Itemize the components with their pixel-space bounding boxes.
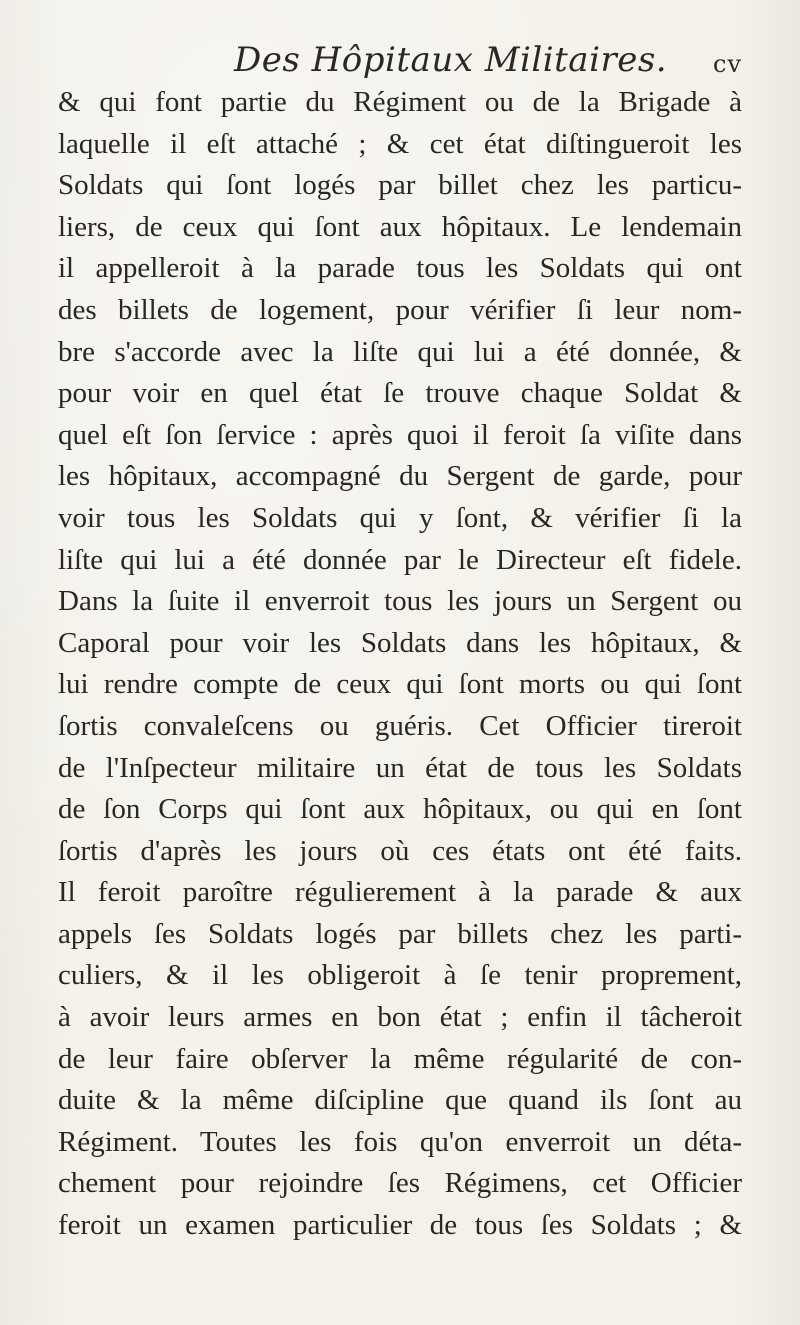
- text-line: feroit un examen particulier de tous ſes Soldats ; &: [58, 1209, 742, 1242]
- text-line: & qui font partie du Régiment ou de la Brigade à: [58, 86, 742, 118]
- running-title: Des Hôpitaux Militaires.: [234, 40, 668, 80]
- text-line: Soldats qui ſont logés par billet chez les particu-: [58, 169, 742, 202]
- text-line: Il feroit paroître régulierement à la parade & aux: [58, 876, 742, 909]
- text-line: quel eſt ſon ſervice : après quoi il feroit ſa viſite dans: [58, 418, 742, 451]
- text-line: Régiment. Toutes les fois qu'on enverroit un déta-: [58, 1125, 742, 1158]
- text-line: des billets de logement, pour vérifier ſi leur nom-: [58, 293, 742, 326]
- text-line: ſortis d'après les jours où ces états ont été faits.: [58, 834, 742, 867]
- text-line: de leur faire obſerver la même régularité de con-: [58, 1042, 742, 1075]
- text-line: liſte qui lui a été donnée par le Directeur eſt fidele.: [58, 543, 742, 576]
- text-line: duite & la même diſcipline que quand ils ſont au: [58, 1084, 742, 1117]
- text-line: Caporal pour voir les Soldats dans les hôpitaux, &: [58, 626, 742, 659]
- page-number: cv: [713, 50, 742, 78]
- text-line: de ſon Corps qui ſont aux hôpitaux, ou qui en ſont: [58, 793, 742, 826]
- text-line: il appelleroit à la parade tous les Soldats qui ont: [58, 252, 742, 285]
- text-line: les hôpitaux, accompagné du Sergent de garde, pour: [58, 460, 742, 493]
- text-line: Dans la ſuite il enverroit tous les jours un Sergent ou: [58, 585, 742, 618]
- text-line: ſortis convaleſcens ou guéris. Cet Officier tireroit: [58, 709, 742, 742]
- text-line: laquelle il eſt attaché ; & cet état diſtingueroit les: [58, 127, 742, 160]
- text-line: lui rendre compte de ceux qui ſont morts ou qui ſont: [58, 668, 742, 701]
- text-line: de l'Inſpecteur militaire un état de tous les Soldats: [58, 751, 742, 784]
- text-line: culiers, & il les obligeroit à ſe tenir proprement,: [58, 959, 742, 992]
- text-line: appels ſes Soldats logés par billets chez les parti-: [58, 917, 742, 950]
- text-line: voir tous les Soldats qui y ſont, & vérifier ſi la: [58, 501, 742, 534]
- text-line: à avoir leurs armes en bon état ; enfin il tâcheroit: [58, 1001, 742, 1034]
- body-text: [58, 82, 742, 1247]
- text-line: pour voir en quel état ſe trouve chaque Soldat &: [58, 377, 742, 410]
- text-line: bre s'accorde avec la liſte qui lui a été donnée, &: [58, 335, 742, 368]
- text-line: liers, de ceux qui ſont aux hôpitaux. Le lendemain: [58, 210, 742, 243]
- text-line: chement pour rejoindre ſes Régimens, cet Officier: [58, 1167, 742, 1200]
- running-head: [62, 38, 742, 82]
